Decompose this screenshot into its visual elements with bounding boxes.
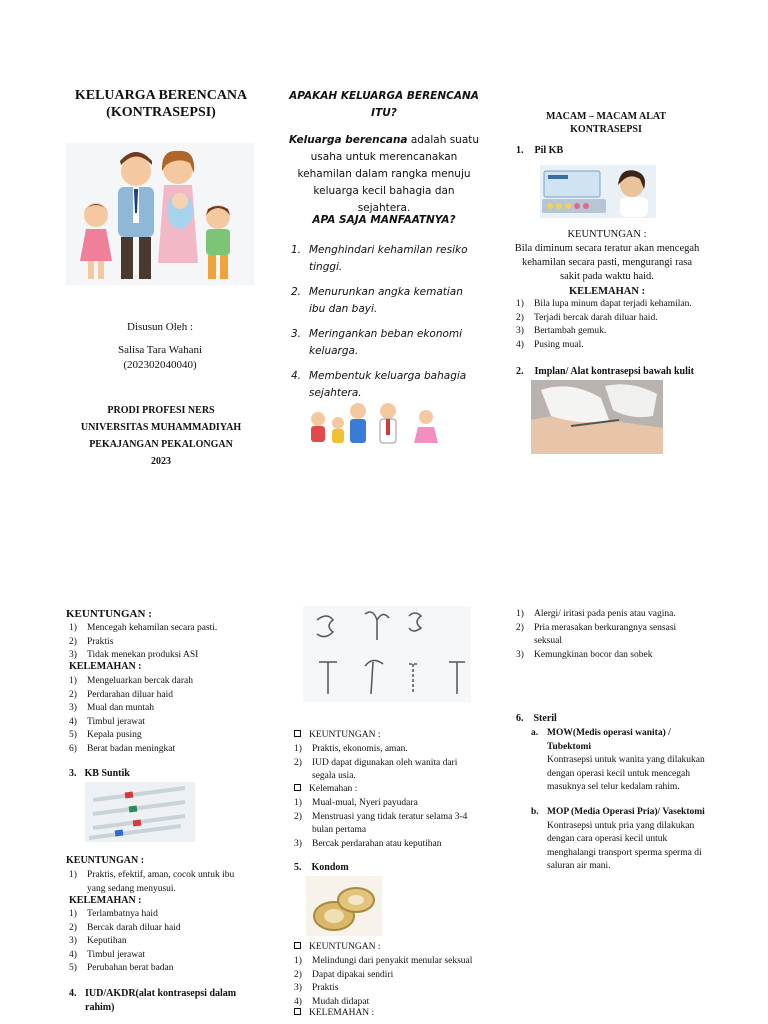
list-item: 1) Terlambatnya haid [69,909,158,919]
steril-heading: 6. Steril [516,713,557,724]
list-item: 1) Bila lupa minum dapat terjadi kehamilan. [516,299,692,309]
iud-keuntungan-label: KEUNTUNGAN : [294,730,381,740]
list-item: 2) Praktis [69,636,114,647]
list-item: 2) Dapat dipakai sendiri [294,969,394,980]
iud-keuntungan-list [294,743,478,784]
kb-definition [288,132,480,217]
implan-keuntungan-list [69,622,269,663]
iud-kelemahan-label: Kelemahan : [294,784,357,794]
brochure-title: KELUARGA BERENCANA (KONTRASEPSI) [74,88,248,120]
syringes-photo [85,782,195,842]
list-item: 1) Praktis, ekonomis, aman. [294,744,408,754]
suntik-kelemahan-label: KELEMAHAN : [69,895,142,906]
list-item: 4) Timbul jerawat [69,716,145,727]
pil-kelemahan-list [516,298,716,352]
kondom-kelemahan-label: KELEMAHAN : [294,1008,374,1018]
condom-photo [306,876,382,936]
mow-section: a. MOW(Medis operasi wanita) / Tubektomi Kontrasepsi untuk wanita yang dilakukan dengan operasi kecil untuk mencegah masuknya sel telur kedalam rahim. [531,727,706,795]
list-item: 4) Mudah didapat [294,996,370,1007]
implan-heading: 2. Implan/ Alat kontrasepsi bawah kulit [516,366,694,377]
pil-kb-heading: 1. Pil KB [516,145,564,156]
list-item: 6) Berat badan meningkat [69,743,176,754]
institution-block: PRODI PROFESI NERS UNIVERSITAS MUHAMMADIYAH PEKAJANGAN PEKALONGAN 2023 [80,405,242,467]
iud-kelemahan-list [294,797,478,851]
pil-keuntungan-label: KEUNTUNGAN : [567,229,647,240]
kb-suntik-heading: 3. KB Suntik [69,768,130,779]
list-item: 2) Perdarahan diluar haid [69,689,173,700]
implan-kelemahan-label: KELEMAHAN : [69,661,142,672]
list-item: 4) Timbul jerawat [69,949,145,960]
list-item: 3) Kemungkinan bocor dan sobek [516,649,653,660]
implant-procedure-photo [531,380,663,454]
list-item: 2) Pria merasakan berkurangnya sensasi seksual [516,622,677,646]
list-item: 2) Terjadi bercak darah diluar haid. [516,312,658,323]
kb-definition-term: Keluarga berencana [288,134,408,146]
benefits-list [291,242,481,402]
checkbox-bullet-icon [294,730,301,737]
author-name: Salisa Tara Wahani [117,344,203,356]
iud-devices-illustration [303,606,471,702]
section-heading-contraceptive-types: MACAM – MACAM ALAT KONTRASEPSI [545,111,667,135]
list-item: 5) Perubahan berat badan [69,963,174,973]
list-item: 3) Mual dan muntah [69,703,155,713]
mow-text: Kontrasepsi untuk wanita yang dilakukan dengan operasi kecil untuk mencegah masuknya sel telur kedalam rahim. [547,755,705,792]
checkbox-bullet-icon [294,784,301,791]
mop-text: Kontrasepsi untuk pria yang dilakukan dengan cara operasi kecil untuk menghalangi transport sperma sperma di saluran air mani. [547,820,702,871]
mop-section: b. MOP (Media Operasi Pria)/ Vasektomi Kontrasepsi untuk pria yang dilakukan dengan cara operasi kecil untuk menghalangi transport sperma sperma di saluran air mani. [531,806,706,874]
suntik-keuntungan-list [69,869,247,896]
list-item: 1) Melindungi dari penyakit menular seksual [294,956,473,966]
list-item: 4) Pusing mual. [516,339,584,350]
implan-kelemahan-list [69,675,269,756]
list-item: 1) Mual-mual, Nyeri payudara [294,798,418,808]
list-item: 5) Kepala pusing [69,730,142,740]
section-heading-what-is-kb: APAKAH KELUARGA BERENCANA ITU? [289,90,479,119]
suntik-keuntungan-label: KEUNTUNGAN : [66,855,145,866]
list-item: 3) Tidak menekan produksi ASI [69,650,199,660]
list-item: 2) Menstruasi yang tidak teratur selama 3-4 bulan pertama [294,811,468,835]
suntik-kelemahan-list [69,908,269,976]
list-item: 1) Praktis, efektif, aman, cocok untuk ibu yang sedang menyusui. [69,870,235,894]
kb-definition-text: adalah suatu usaha untuk merencanakan kehamilan dalam rangka menuju keluarga kecil bahagia dan sejahtera. [297,134,480,214]
section-heading-benefits: APA SAJA MANFAATNYA? [312,214,456,226]
mop-title: MOP (Media Operasi Pria)/ Vasektomi [547,807,705,817]
kondom-kelemahan-list [516,608,702,662]
kondom-keuntungan-list [294,955,494,1009]
list-item: 1) Alergi/ iritasi pada penis atau vagina. [516,609,676,619]
family-illustration [66,143,254,285]
implan-keuntungan-label: KEUNTUNGAN : [66,608,152,620]
list-item: 1. Menghindari kehamilan resiko tinggi. [291,244,468,273]
list-item: 4. Membentuk keluarga bahagia sejahtera. [291,370,467,399]
checkbox-bullet-icon [294,1008,301,1015]
disusun-oleh-label: Disusun Oleh : [127,321,193,333]
happy-family-illustration [300,399,456,451]
mow-title: MOW(Medis operasi wanita) / Tubektomi [547,728,671,752]
iud-heading: 4. IUD/AKDR(alat kontrasepsi dalam rahim) [69,988,237,1013]
author-nim: (202302040040) [123,359,197,371]
pil-keuntungan-text: Bila diminum secara teratur akan mencegah kehamilan secara pasti, mengurangi rasa sakit pada waktu haid. [514,243,700,282]
list-item: 1) Mengeluarkan bercak darah [69,676,194,686]
pil-kelemahan-label: KELEMAHAN : [568,286,646,297]
pill-pack-photo [540,165,656,218]
list-item: 2) Bercak darah diluar haid [69,922,181,933]
list-item: 2) IUD dapat digunakan oleh wanita dari segala usia. [294,757,458,781]
checkbox-bullet-icon [294,942,301,949]
list-item: 3) Praktis [294,983,339,993]
list-item: 3) Bertambah gemuk. [516,326,607,336]
list-item: 3. Meringankan beban ekonomi keluarga. [291,328,463,357]
list-item: 3) Bercak perdarahan atau keputihan [294,838,442,849]
kondom-heading: 5. Kondom [294,862,349,873]
list-item: 2. Menurunkan angka kematian ibu dan bayi. [291,286,463,315]
list-item: 3) Keputihan [69,936,127,946]
list-item: 1) Mencegah kehamilan secara pasti. [69,623,218,633]
kondom-keuntungan-label: KEUNTUNGAN : [294,942,381,952]
